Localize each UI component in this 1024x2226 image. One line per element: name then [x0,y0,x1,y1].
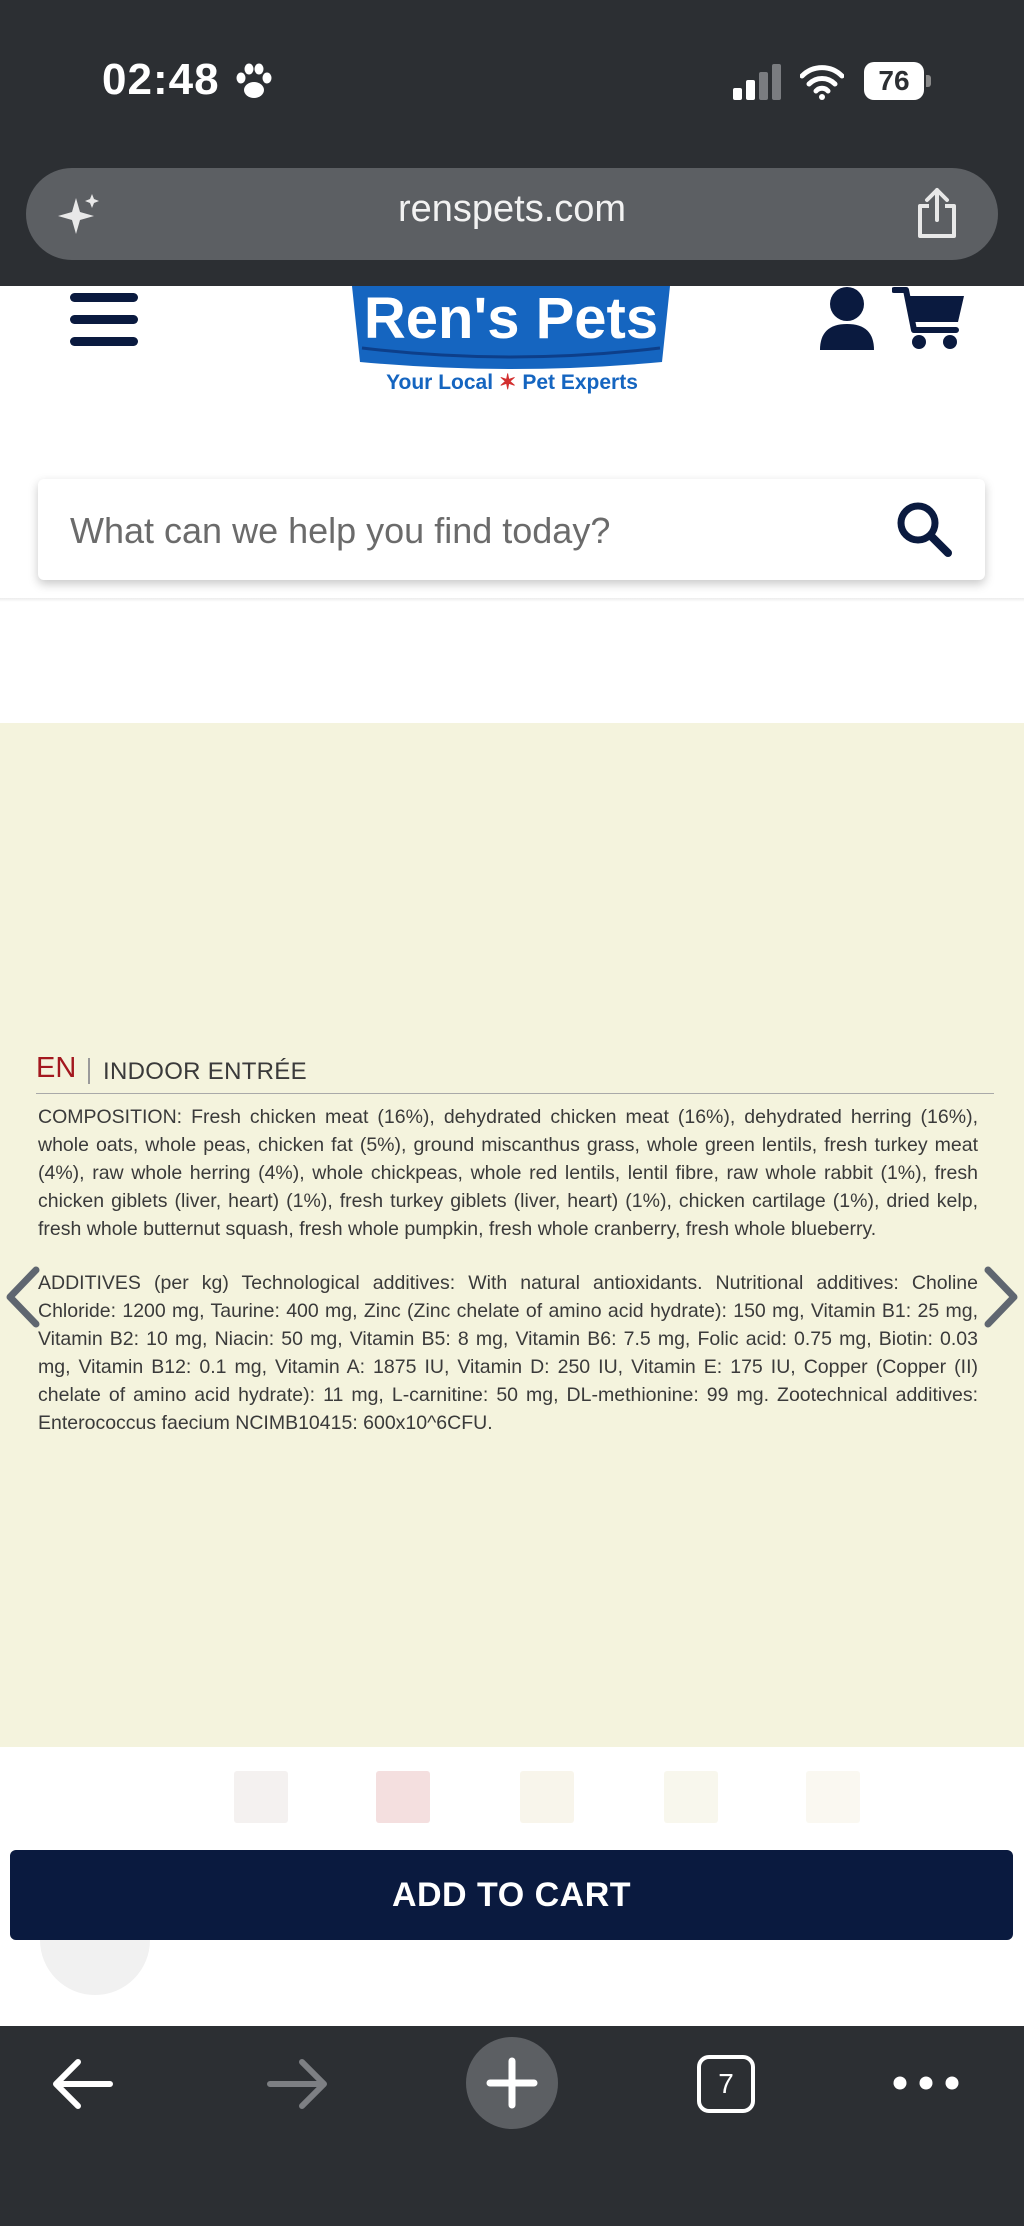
label-rule [36,1093,994,1094]
battery-icon [864,62,934,102]
thumbnail-3[interactable] [520,1771,574,1823]
add-to-cart-button[interactable]: ADD TO CART [10,1850,1013,1940]
search-icon[interactable] [894,499,954,559]
battery-level: 76 [864,62,924,100]
new-tab-button[interactable] [466,2037,558,2129]
user-icon[interactable] [818,286,876,352]
wifi-icon [800,60,844,102]
header-divider [0,598,1024,602]
thumbnail-5[interactable] [806,1771,860,1823]
tagline-left: Your Local [386,371,494,394]
chevron-right-icon[interactable] [982,1266,1020,1328]
back-icon[interactable] [50,2056,114,2112]
more-icon[interactable] [890,2070,962,2096]
label-separator [88,1058,90,1084]
svg-text:Ren's Pets: Ren's Pets [363,286,659,351]
share-icon[interactable] [912,186,962,240]
label-additives: ADDITIVES (per kg) Technological additives: With natural antioxidants. Nutritional additives: Choline Chloride: 1200 mg, Taurine: 400 mg, Zinc (Zinc chelate of amino acid hydrate): 150 mg, Vitamin B1: 25 mg, Vitamin B2: 10 mg, Niacin: 50 mg, Vitamin B5: 8 mg, Vitamin B6: 7.5 mg, Folic acid: 0.75 mg, Biotin: 0.03 mg, Vitamin B12: 0.1 mg, Vitamin A: 1875 IU, Vitamin D: 250 IU, Vitamin E: 175 IU, Copper (Copper (II) chelate of amino acid hydrate): 11 mg, L-carnitine: 50 mg, DL-methionine: 99 mg. Zootechnical additives: Enterococcus faecium NCIMB10415: 600x10^6CFU. [38,1272,978,1434]
cart-icon[interactable] [892,286,966,352]
search-input[interactable] [68,479,892,582]
thumbnail-1[interactable] [234,1771,288,1823]
search-box [38,479,985,580]
thumbnail-2[interactable] [376,1771,430,1823]
plus-icon [466,2037,558,2129]
label-composition: COMPOSITION: Fresh chicken meat (16%), dehydrated chicken meat (16%), dehydrated herring (16%), whole oats, whole peas, chicken fat (5%), ground miscanthus grass, whole green lentils, fresh turkey meat (4%), raw whole herring (4%), whole chickpeas, whole red lentils, lentil fibre, raw whole rabbit (1%), fresh chicken giblets (liver, heart) (1%), fresh turkey giblets (liver, heart) (1%), chicken cartilage (1%), dried kelp, fresh whole butternut squash, fresh whole pumpkin, fresh whole cranberry, fresh whole blueberry. [38,1106,978,1240]
label-language-code: EN [36,1052,77,1084]
tagline-right: Pet Experts [522,371,638,394]
thumbnail-4[interactable] [664,1771,718,1823]
thumbnail-strip [0,1747,1024,1799]
signal-icon [733,64,783,102]
maple-leaf-icon: ✶ [498,371,517,394]
url-text[interactable]: renspets.com [397,188,627,230]
site-tagline [340,370,684,395]
chevron-left-icon[interactable] [4,1266,42,1328]
paw-icon [232,60,276,104]
forward-icon[interactable] [266,2056,330,2112]
status-time: 02:48 [102,55,220,104]
label-title: INDOOR ENTRÉE [103,1058,307,1085]
hamburger-icon[interactable] [70,290,140,350]
tabs-button[interactable]: 7 [697,2055,755,2113]
